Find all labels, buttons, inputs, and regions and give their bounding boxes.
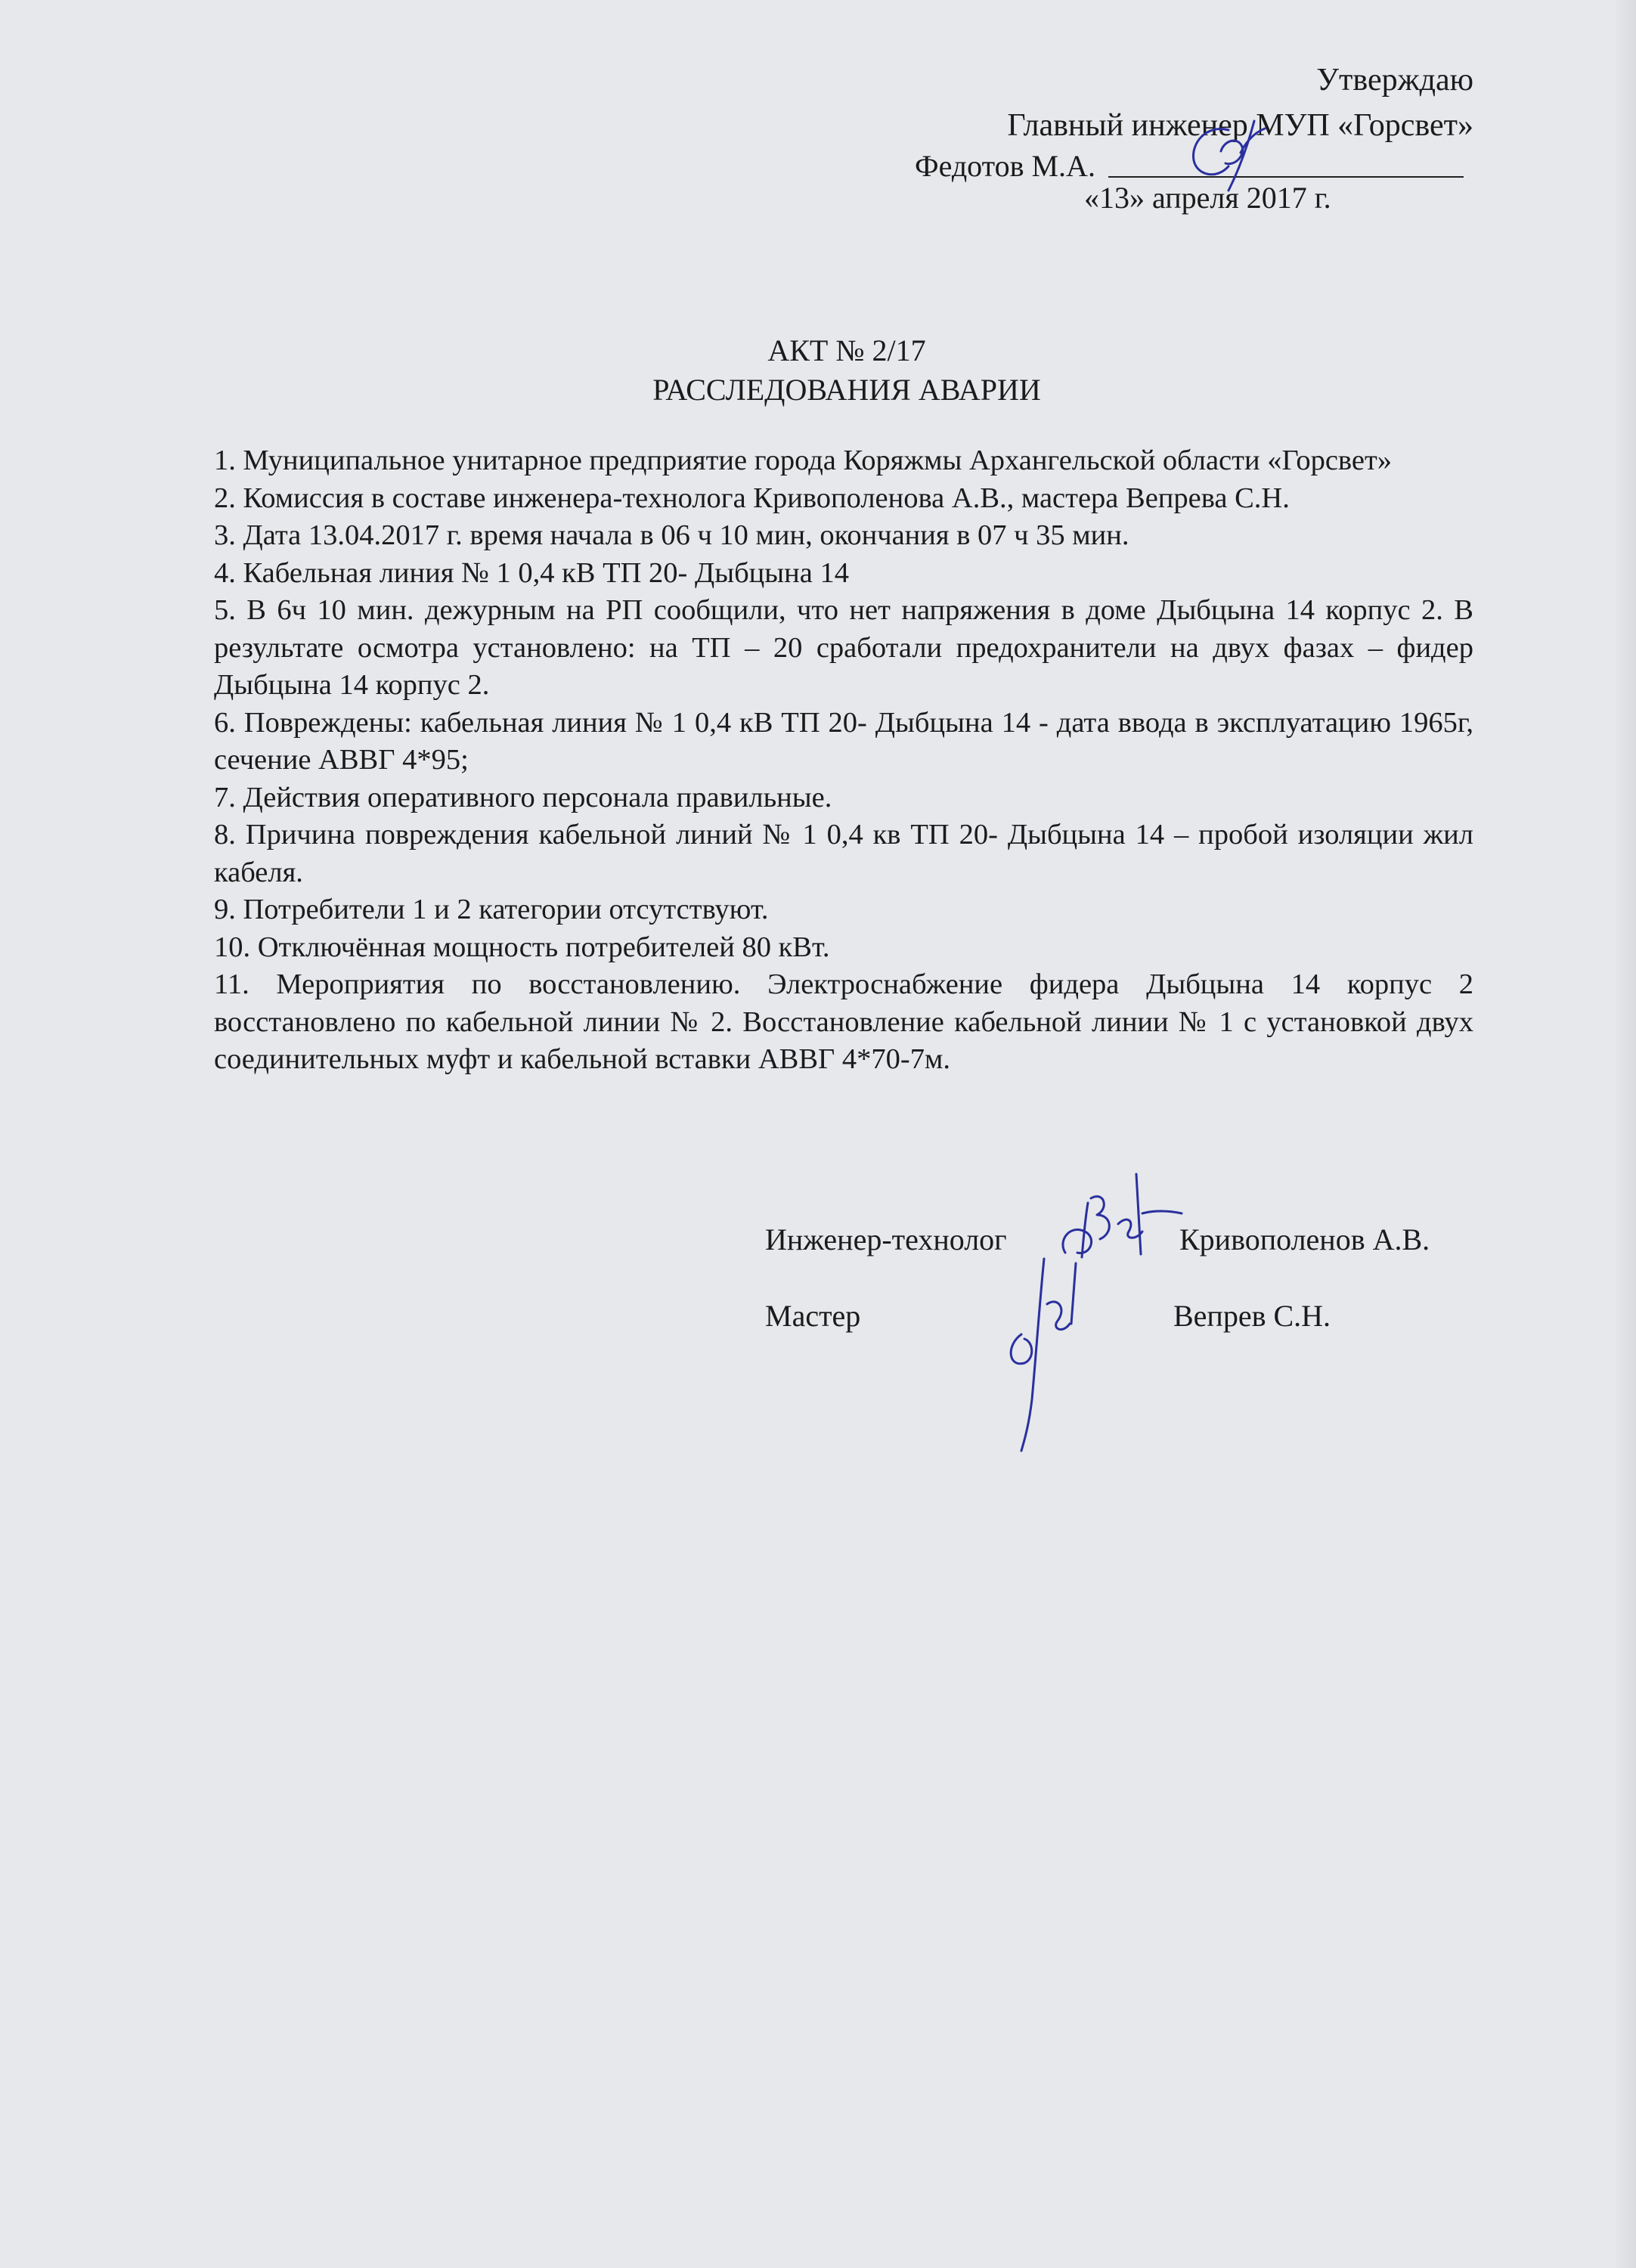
act-number: АКТ № 2/17 [767, 333, 926, 367]
approver-signature-icon [1176, 113, 1274, 197]
approval-date: «13» апреля 2017 г. [1084, 181, 1331, 215]
engineer-role: Инженер-технолог [765, 1222, 1007, 1256]
act-item-8: 8. Причина повреждения кабельной линий № 1 0,4 кв ТП 20- Дыбцына 14 – пробой изоляции жил кабеля. [214, 819, 1473, 888]
act-item-11: 11. Мероприятия по восстановлению. Электроснабжение фидера Дыбцына 14 корпус 2 восстановлено по кабельной линии № 2. Восстановление кабельной линии № 1 с установкой двух соединительных муфт и кабельной вставки АВВГ 4*70-7м. [214, 968, 1473, 1075]
approver-signature-line [1108, 176, 1464, 178]
approver-name: Федотов М.А. [915, 149, 1095, 183]
act-title: РАССЛЕДОВАНИЯ АВАРИИ [652, 373, 1041, 407]
act-item-1: 1. Муниципальное унитарное предприятие города Коряжмы Архангельской области «Горсвет» [214, 445, 1393, 476]
master-role: Мастер [765, 1299, 861, 1333]
act-item-5: 5. В 6ч 10 мин. дежурным на РП сообщили, что нет напряжения в доме Дыбцына 14 корпус 2. В результате осмотра установлено: на ТП – 20 сработали предохранители на двух фазах – фидер Дыбцына 14 корпус 2. [214, 594, 1473, 701]
master-name: Вепрев С.Н. [1173, 1299, 1331, 1333]
approve-word: Утверждаю [1316, 63, 1473, 98]
act-item-9: 9. Потребители 1 и 2 категории отсутствуют. [214, 894, 769, 925]
act-item-10: 10. Отключённая мощность потребителей 80 кВт. [214, 931, 830, 963]
act-item-7: 7. Действия оперативного персонала правильные. [214, 781, 832, 813]
act-item-2: 2. Комиссия в составе инженера-технолога Кривополенова А.В., мастера Вепрева С.Н. [214, 482, 1290, 514]
master-signature-icon [1002, 1251, 1100, 1455]
act-body [214, 442, 1473, 1079]
engineer-name: Кривополенов А.В. [1179, 1222, 1430, 1256]
act-item-4: 4. Кабельная линия № 1 0,4 кВ ТП 20- Дыбцына 14 [214, 556, 849, 589]
approver-position: Главный инженер МУП «Горсвет» [1007, 108, 1473, 143]
act-item-3: 3. Дата 13.04.2017 г. время начала в 06 ч 10 мин, окончания в 07 ч 35 мин. [214, 519, 1129, 551]
act-item-6: 6. Повреждены: кабельная линия № 1 0,4 кВ ТП 20- Дыбцына 14 - дата ввода в эксплуатацию 1965г, сечение АВВГ 4*95; [214, 706, 1473, 776]
